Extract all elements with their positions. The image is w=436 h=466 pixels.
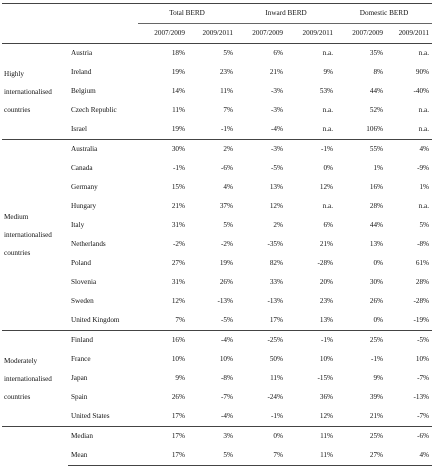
group-label-line: Medium (4, 213, 29, 221)
value-cell: -6% (386, 427, 432, 447)
value-cell: 7% (236, 446, 286, 466)
country-cell: Austria (71, 49, 93, 57)
value-cell: 28% (415, 278, 430, 286)
group-label (2, 140, 68, 331)
value-cell: 11% (220, 87, 234, 95)
value-cell: -40% (413, 87, 430, 95)
value-cell: 61% (415, 259, 430, 267)
header-period: 2009/2011 (188, 24, 236, 44)
country-cell: Italy (71, 221, 85, 229)
value-cell: 10% (219, 355, 234, 363)
value-cell: 17% (138, 446, 188, 466)
value-cell: 21% (319, 240, 334, 248)
value-cell: -4% (221, 412, 234, 420)
group-label-line: countries (4, 105, 31, 114)
value-cell: n.a. (322, 106, 334, 114)
value-cell: 30% (369, 278, 384, 286)
value-cell: 26% (219, 278, 234, 286)
value-cell: 0% (323, 164, 334, 172)
value-cell: 21% (171, 202, 185, 210)
value-cell: 31% (171, 278, 185, 286)
value-cell: 6% (273, 49, 284, 57)
value-cell: 52% (369, 106, 384, 114)
value-cell: 82% (269, 259, 284, 267)
group-label-line: countries (4, 392, 31, 401)
value-cell: n.a. (418, 202, 430, 210)
value-cell: 3% (188, 427, 236, 447)
value-cell: -28% (413, 297, 430, 305)
value-cell: 16% (138, 331, 188, 351)
value-cell: -1% (221, 125, 234, 133)
value-cell: 10% (171, 355, 185, 363)
group-label (2, 44, 68, 140)
country-cell: Slovenia (71, 278, 97, 286)
value-cell: -19% (413, 316, 430, 324)
value-cell: 44% (369, 221, 384, 229)
value-cell: 37% (219, 202, 234, 210)
value-cell: -4% (188, 331, 236, 351)
value-cell: 7% (175, 316, 185, 324)
value-cell: 18% (171, 49, 185, 57)
value-cell: 21% (369, 412, 384, 420)
value-cell: -13% (267, 297, 284, 305)
value-cell: 21% (269, 68, 284, 76)
value-cell: 11% (286, 427, 336, 447)
value-cell: 23% (319, 297, 334, 305)
table-row (2, 427, 432, 447)
value-cell: 15% (171, 183, 185, 191)
value-cell: 36% (319, 393, 334, 401)
country-cell: Canada (71, 164, 93, 172)
value-cell: n.a. (418, 106, 430, 114)
value-cell: n.a. (322, 202, 334, 210)
group-label (2, 331, 68, 427)
header-period: 2007/2009 (138, 24, 188, 44)
group-label-line: Moderately (4, 356, 38, 365)
value-cell: -9% (417, 164, 430, 172)
value-cell: -4% (271, 125, 284, 133)
value-cell: 4% (223, 183, 234, 191)
value-cell: 11% (286, 446, 336, 466)
value-cell: -35% (267, 240, 284, 248)
value-cell: 53% (319, 87, 334, 95)
value-cell: -25% (236, 331, 286, 351)
value-cell: 13% (369, 240, 384, 248)
value-cell: 19% (171, 68, 185, 76)
value-cell: -15% (317, 374, 334, 382)
value-cell: 26% (171, 393, 185, 401)
value-cell: 14% (171, 87, 185, 95)
country-cell: Netherlands (71, 240, 106, 248)
value-cell: 10% (415, 355, 430, 363)
value-cell: 25% (336, 427, 386, 447)
value-cell: 55% (336, 140, 386, 160)
header-total-berd: Total BERD (138, 4, 236, 24)
value-cell: 27% (171, 259, 185, 267)
value-cell: 9% (175, 374, 185, 382)
value-cell: 2% (188, 140, 236, 160)
group-label-line: countries (4, 249, 31, 257)
value-cell: 11% (172, 106, 185, 114)
value-cell: 90% (415, 68, 430, 76)
value-cell: -28% (317, 259, 334, 267)
value-cell: -8% (417, 240, 430, 248)
country-cell: Japan (71, 374, 88, 382)
country-cell: France (71, 355, 91, 363)
header-inward-berd: Inward BERD (236, 4, 336, 24)
value-cell: 7% (223, 106, 234, 114)
value-cell: -3% (271, 106, 284, 114)
header-group-row (2, 4, 432, 24)
value-cell: 30% (138, 140, 188, 160)
group-label-line: Highly (4, 69, 24, 78)
value-cell: -1% (286, 331, 336, 351)
value-cell: 0% (373, 259, 384, 267)
value-cell: 50% (269, 355, 284, 363)
value-cell: -2% (173, 240, 185, 248)
value-cell: 19% (219, 259, 234, 267)
value-cell: -6% (221, 164, 234, 172)
value-cell: 5% (223, 221, 234, 229)
value-cell: 26% (369, 297, 384, 305)
country-cell: Hungary (71, 202, 97, 210)
country-cell: Australia (68, 140, 138, 160)
country-cell: Sweden (71, 297, 94, 305)
value-cell: 23% (219, 68, 234, 76)
value-cell: -1% (286, 140, 336, 160)
value-cell: 0% (236, 427, 286, 447)
value-cell: -24% (267, 393, 284, 401)
value-cell: 28% (369, 202, 384, 210)
country-cell: Poland (71, 259, 91, 267)
value-cell: 19% (171, 125, 185, 133)
value-cell: 17% (269, 316, 284, 324)
group-label (2, 427, 68, 466)
table-row (2, 331, 432, 351)
value-cell: 13% (319, 316, 334, 324)
value-cell: 35% (369, 49, 384, 57)
value-cell: -13% (217, 297, 234, 305)
value-cell: 31% (171, 221, 185, 229)
value-cell: -13% (413, 393, 430, 401)
value-cell: 9% (323, 68, 334, 76)
value-cell: -1% (173, 164, 185, 172)
value-cell: 17% (138, 427, 188, 447)
value-cell: 12% (171, 297, 185, 305)
value-cell: 39% (369, 393, 384, 401)
header-period: 2009/2011 (386, 24, 432, 44)
header-period: 2007/2009 (236, 24, 286, 44)
value-cell: -5% (221, 316, 234, 324)
value-cell: 20% (319, 278, 334, 286)
table-row (2, 140, 432, 160)
value-cell: n.a. (322, 125, 334, 133)
value-cell: 5% (419, 221, 430, 229)
value-cell: -5% (386, 331, 432, 351)
value-cell: 2% (273, 221, 284, 229)
value-cell: 12% (319, 183, 334, 191)
group-label-line: internationalised (4, 87, 52, 96)
group-label-line: internationalised (4, 374, 52, 383)
value-cell: 17% (171, 412, 185, 420)
country-cell: United States (71, 412, 110, 420)
country-cell: Mean (68, 446, 138, 466)
value-cell: 1% (419, 183, 430, 191)
value-cell: -3% (236, 140, 286, 160)
value-cell: -3% (271, 87, 284, 95)
value-cell: 6% (323, 221, 334, 229)
value-cell: -7% (221, 393, 234, 401)
value-cell: 25% (336, 331, 386, 351)
value-cell: 16% (369, 183, 384, 191)
value-cell: 4% (386, 446, 432, 466)
value-cell: -5% (271, 164, 284, 172)
berd-growth-table (2, 3, 432, 466)
value-cell: -2% (221, 240, 234, 248)
country-cell: Finland (68, 331, 138, 351)
country-cell: Germany (71, 183, 98, 191)
header-domestic-berd: Domestic BERD (336, 4, 432, 24)
value-cell: 12% (319, 412, 334, 420)
header-period-row (2, 24, 432, 44)
value-cell: 4% (386, 140, 432, 160)
value-cell: 9% (373, 374, 384, 382)
value-cell: n.a. (322, 49, 334, 57)
value-cell: 106% (366, 125, 384, 133)
value-cell: n.a. (418, 125, 430, 133)
value-cell: 27% (336, 446, 386, 466)
country-cell: Spain (71, 393, 88, 401)
group-label-line: internationalised (4, 231, 52, 239)
value-cell: 44% (369, 87, 384, 95)
value-cell: 1% (373, 164, 384, 172)
value-cell: 12% (269, 202, 284, 210)
value-cell: 10% (319, 355, 334, 363)
value-cell: n.a. (418, 49, 430, 57)
value-cell: -7% (417, 374, 430, 382)
country-cell: Ireland (71, 68, 92, 76)
country-cell: Israel (71, 125, 87, 133)
value-cell: 13% (269, 183, 284, 191)
country-cell: United Kingdom (71, 316, 120, 324)
value-cell: 33% (269, 278, 284, 286)
value-cell: 11% (270, 374, 284, 382)
country-cell: Belgium (71, 87, 96, 95)
value-cell: 0% (373, 316, 384, 324)
value-cell: 5% (223, 49, 234, 57)
value-cell: 8% (373, 68, 384, 76)
value-cell: -7% (417, 412, 430, 420)
country-cell: Czech Republic (71, 106, 117, 114)
country-cell: Median (68, 427, 138, 447)
value-cell: -1% (371, 355, 384, 363)
value-cell: -8% (221, 374, 234, 382)
value-cell: 5% (188, 446, 236, 466)
header-period: 2007/2009 (336, 24, 386, 44)
header-period: 2009/2011 (286, 24, 336, 44)
value-cell: -1% (271, 412, 284, 420)
table-row (2, 44, 432, 64)
